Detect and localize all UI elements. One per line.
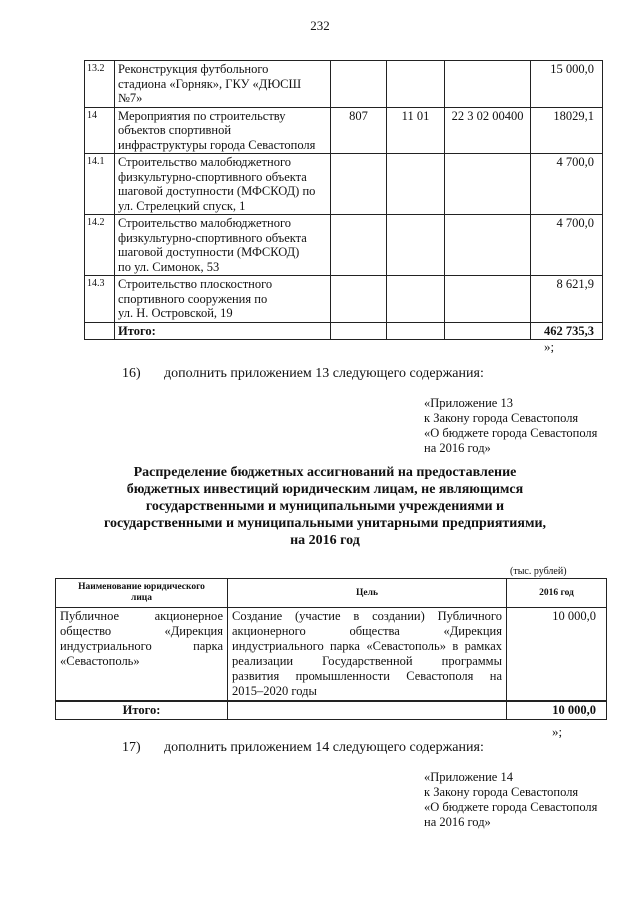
row-amount: 8 621,9: [531, 276, 603, 323]
units-label: (тыс. рублей): [510, 566, 567, 577]
row-name: Реконструкция футбольного стадиона «Горняк», ГКУ «ДЮСШ №7»: [115, 61, 331, 108]
item-17: [122, 740, 484, 756]
total-empty: [445, 322, 531, 340]
item-number: 16): [122, 366, 141, 381]
row-amount: 4 700,0: [531, 154, 603, 215]
target-code: 22 3 02 00400: [445, 107, 531, 154]
row-amount: 10 000,0: [507, 608, 607, 702]
header-year: 2016 год: [507, 579, 607, 608]
section-heading: Распределение бюджетных ассигнований на предоставление бюджетных инвестиций юридическим лицам, не являющимся государственными и муниципальными учреждениями и государственными и муниципальными унитарными предприятиями, на 2016 год: [103, 465, 547, 548]
closing-quote: »;: [544, 339, 555, 354]
goal-text: Создание (участие в создании) Публичного акционерного общества «Дирекция индустриального парка «Севастополь» в рамках реализации Государственной программы развития промышленности Севастополя на 2015–2020 годы: [228, 608, 507, 702]
row-name: Строительство плоскостного спортивного сооружения по ул. Н. Островской, 19: [115, 276, 331, 323]
total-label: Итого:: [56, 701, 228, 720]
row-amount: 18029,1: [531, 107, 603, 154]
total-empty: [387, 322, 445, 340]
total-row: [85, 322, 603, 340]
ministry-code: [331, 154, 387, 215]
row-name: Мероприятия по строительству объектов спортивной инфраструктуры города Севастополя: [115, 107, 331, 154]
target-code: [445, 154, 531, 215]
annex-13-reference: «Приложение 13 к Закону города Севастополя «О бюджете города Севастополя на 2016 год»: [424, 396, 598, 455]
total-amount: 462 735,3: [531, 322, 603, 340]
section-code: [387, 276, 445, 323]
row-number: 14.3: [85, 276, 115, 323]
total-row: [56, 701, 607, 720]
table-row: [85, 276, 603, 323]
section-code: [387, 154, 445, 215]
target-code: [445, 215, 531, 276]
ministry-code: 807: [331, 107, 387, 154]
row-number: 14.2: [85, 215, 115, 276]
section-code: [387, 215, 445, 276]
row-name: Строительство малобюджетного физкультурно-спортивного объекта шаговой доступности (МФСКОД) по ул. Симонок, 53: [115, 215, 331, 276]
total-empty: [331, 322, 387, 340]
table-header: [56, 579, 607, 608]
section-code: [387, 61, 445, 108]
table-row: [85, 215, 603, 276]
row-number: 14: [85, 107, 115, 154]
row-number: 14.1: [85, 154, 115, 215]
closing-quote: »;: [552, 724, 563, 739]
total-amount: 10 000,0: [507, 701, 607, 720]
target-code: [445, 61, 531, 108]
table-row: [85, 61, 603, 108]
row-number: 13.2: [85, 61, 115, 108]
section-code: 11 01: [387, 107, 445, 154]
total-label: Итого:: [115, 322, 331, 340]
sports-investment-table: [84, 60, 603, 340]
total-spacer: [85, 322, 115, 340]
item-text: дополнить приложением 13 следующего содержания:: [164, 366, 484, 381]
item-16: [122, 366, 484, 382]
table-row: [85, 107, 603, 154]
ministry-code: [331, 276, 387, 323]
page-number: 232: [310, 18, 330, 33]
item-number: 17): [122, 740, 141, 755]
header-goal: Цель: [228, 579, 507, 608]
legal-entity-investment-table: [55, 578, 607, 720]
ministry-code: [331, 215, 387, 276]
table-row: [85, 154, 603, 215]
row-amount: 4 700,0: [531, 215, 603, 276]
ministry-code: [331, 61, 387, 108]
item-text: дополнить приложением 14 следующего содержания:: [164, 740, 484, 755]
target-code: [445, 276, 531, 323]
row-amount: 15 000,0: [531, 61, 603, 108]
total-empty: [228, 701, 507, 720]
table-row: [56, 608, 607, 702]
row-name: Строительство малобюджетного физкультурно-спортивного объекта шаговой доступности (МФСКОД) по ул. Стрелецкий спуск, 1: [115, 154, 331, 215]
entity-name: Публичное акционерное общество «Дирекция индустриального парка «Севастополь»: [56, 608, 228, 702]
annex-14-reference: «Приложение 14 к Закону города Севастополя «О бюджете города Севастополя на 2016 год»: [424, 770, 598, 829]
header-entity: Наименование юридического лица: [56, 579, 228, 608]
